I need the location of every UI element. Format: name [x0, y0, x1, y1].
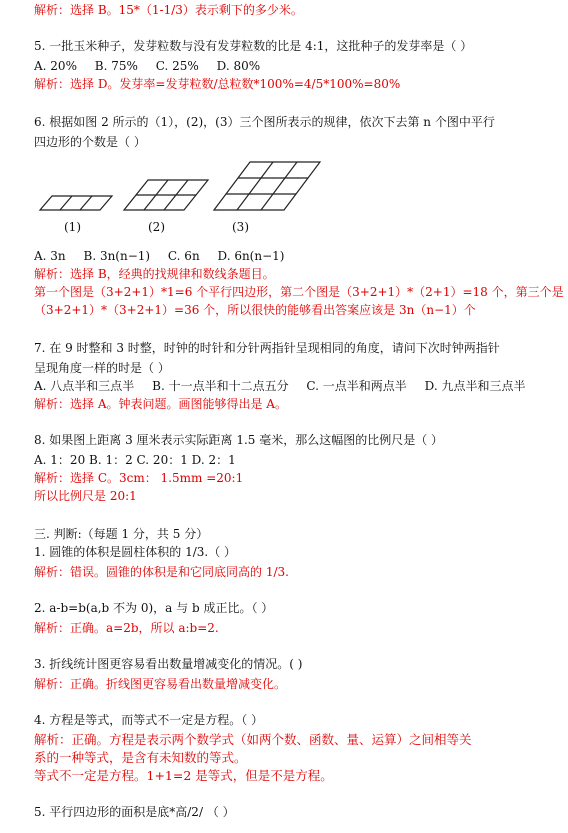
- q8-options: A. 1：20 B. 1：2 C. 20：1 D. 2：1: [34, 453, 236, 467]
- j2-analysis: 解析：正确。a=2b，所以 a:b=2.: [34, 621, 219, 635]
- q6-option-d: D. 6n(n−1): [217, 249, 285, 263]
- j3-analysis: 解析：正确。折线图更容易看出数量增减变化。: [34, 677, 287, 691]
- j2-stem: 2. a-b=b(a,b 不为 0)，a 与 b 成正比。（ ）: [34, 601, 274, 615]
- figure-1-caption: (1): [64, 220, 81, 234]
- q5-option-d: D. 80%: [216, 59, 261, 73]
- q6-option-b: B. 3n(n−1): [83, 249, 151, 263]
- q6-option-c: C. 6n: [167, 249, 200, 263]
- q6-analysis-line3: （3+2+1）*（3+2+1）=36 个，所以很快的能够看出答案应该是 3n（n−1）个: [34, 303, 476, 317]
- j3-stem: 3. 折线统计图更容易看出数量增减变化的情况。( ): [34, 657, 303, 671]
- q5-option-a: A. 20%: [34, 59, 77, 73]
- j4-analysis-line1: 解析：正确。方程是表示两个数学式（如两个数、函数、量、运算）之间相等关: [34, 732, 472, 747]
- figure-3-caption: (3): [232, 220, 249, 234]
- q7-option-c: C. 一点半和两点半: [306, 379, 407, 393]
- q6-analysis-line1: 解析：选择 B，经典的找规律和数线条题目。: [34, 267, 275, 281]
- q7-options: [34, 378, 539, 394]
- q8-analysis-line2: 所以比例尺是 20:1: [34, 489, 137, 503]
- q7-option-d: D. 九点半和三点半: [424, 379, 526, 393]
- q7-stem-line2: 呈现角度一样的时是（ ）: [34, 361, 170, 375]
- q6-options: [34, 248, 298, 264]
- q6-stem-line2: 四边形的个数是（ ）: [34, 135, 146, 149]
- q7-option-a: A. 八点半和三点半: [34, 379, 135, 393]
- q5-option-c: C. 25%: [155, 59, 199, 73]
- q7-analysis: 解析：选择 A。钟表问题。画图能够得出是 A。: [34, 397, 287, 411]
- j1-stem: 1. 圆锥的体积是圆柱体积的 1/3.（ ）: [34, 545, 237, 559]
- q6-stem-line1: 6. 根据如图 2 所示的（1），(2)，(3）三个图所表示的规律，依次下去第 n 个图中平行: [34, 115, 495, 129]
- figure-1: [40, 196, 112, 210]
- q6-analysis-line2: 第一个图是（3+2+1）*1=6 个平行四边形，第二个图是（3+2+1）*（2+1）=18 个，第三个是: [34, 285, 564, 299]
- q8-stem: 8. 如果图上距离 3 厘米表示实际距离 1.5 毫米，那么这幅图的比例尺是（ ）: [34, 433, 444, 447]
- j4-analysis-line3: 等式不一定是方程。1+1=2 是等式，但是不是方程。: [34, 768, 333, 783]
- q8-analysis-line1: 解析：选择 C。3cm： 1.5mm =20:1: [34, 471, 244, 485]
- j4-stem: 4. 方程是等式，而等式不一定是方程。（ ）: [34, 713, 264, 727]
- q5-option-b: B. 75%: [94, 59, 138, 73]
- q4-analysis: 解析：选择 B。15*（1-1/3）表示剩下的多少米。: [34, 3, 303, 17]
- q5-stem: 5. 一批玉米种子，发芽粒数与没有发芽粒数的比是 4:1，这批种子的发芽率是（ ）: [34, 39, 473, 53]
- figure-2-caption: (2): [148, 220, 165, 234]
- section-3-title: 三. 判断:（每题 1 分，共 5 分）: [34, 527, 209, 541]
- q5-analysis: 解析：选择 D。发芽率=发芽粒数/总粒数*100%=4/5*100%=80%: [34, 77, 401, 91]
- figure-3: [214, 162, 320, 210]
- q5-options: [34, 58, 274, 74]
- j4-analysis-line2: 系的一种等式，是含有未知数的等式。: [34, 750, 247, 765]
- j1-analysis: 解析：错误。圆锥的体积是和它同底同高的 1/3.: [34, 565, 289, 579]
- j5-stem: 5. 平行四边形的面积是底*高/2/ （ ）: [34, 805, 235, 819]
- figure-2: [124, 180, 208, 210]
- q7-option-b: B. 十一点半和十二点五分: [152, 379, 289, 393]
- q6-option-a: A. 3n: [34, 249, 66, 263]
- q7-stem-line1: 7. 在 9 时整和 3 时整，时钟的时针和分针两指针呈现相同的角度，请问下次时钟两指针: [34, 341, 500, 355]
